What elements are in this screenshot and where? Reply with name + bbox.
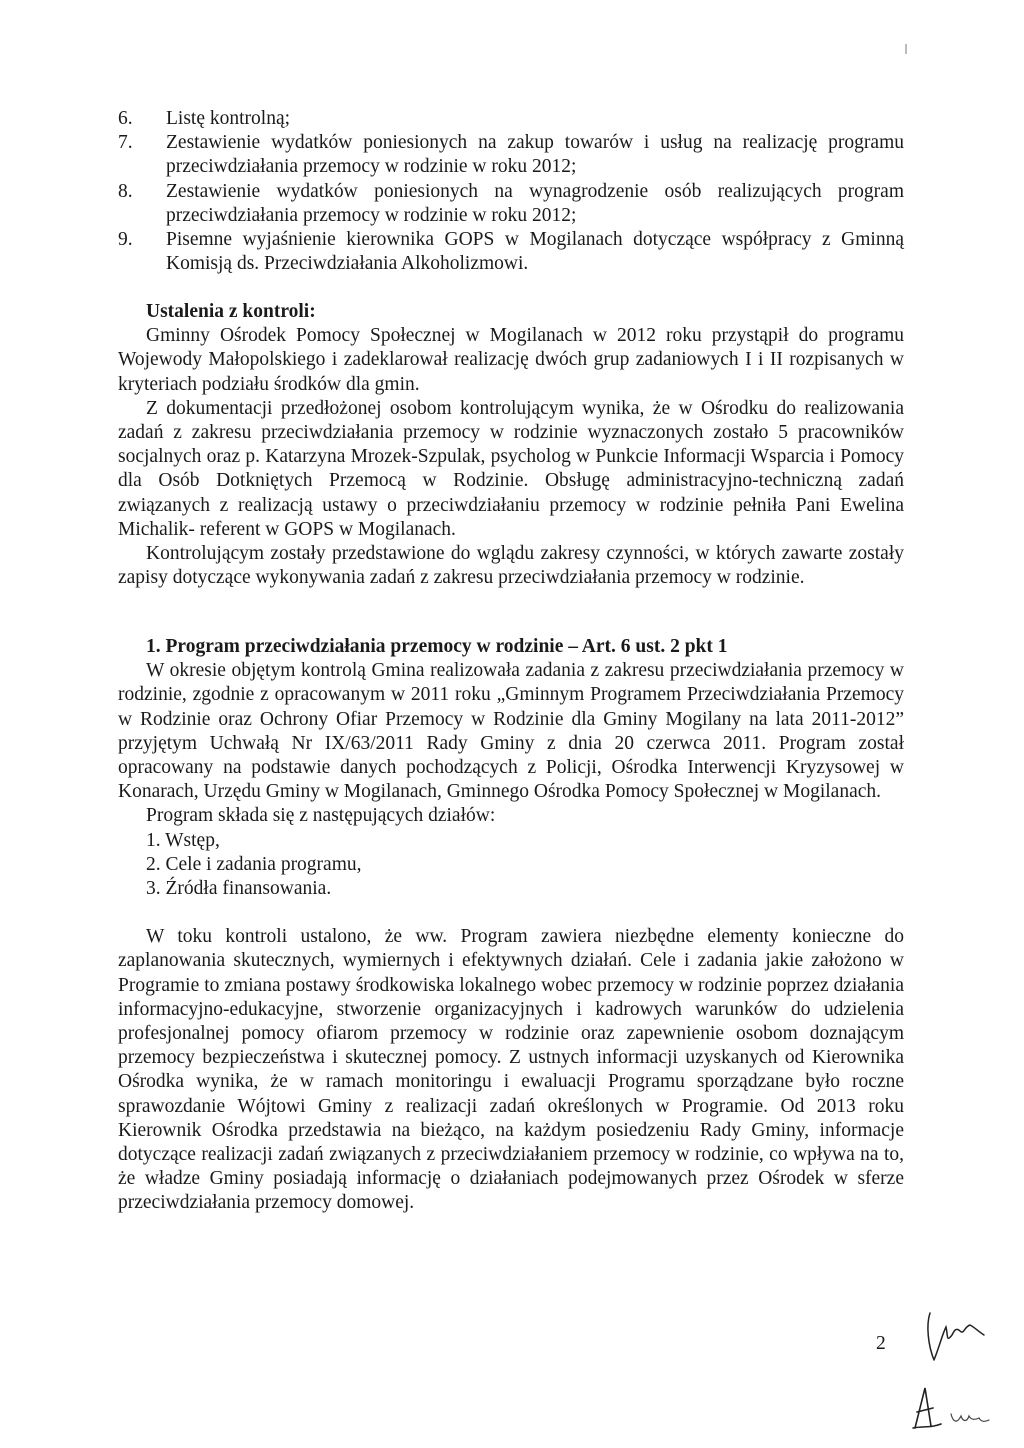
list-item (118, 180, 904, 228)
list-item-number: 6. (118, 108, 133, 129)
section-paragraph: W toku kontroli ustalono, że ww. Program zawiera niezbędne elementy konieczne do zaplanowania skutecznych, wymiernych i efektywnych działań. Cele i zadania jakie założono w Programie to zmiana postawy środkowiska lokalnego wobec przemocy w rodzinie poprzez działania informacyjno-edukacyjne, stworzenie organizacyjnych i kadrowych warunków do udzielenia profesjonalnej pomocy ofiarom przemocy w rodzinie oraz zapewnienie osobom doznającym przemocy bezpieczeństwa i skutecznej pomocy. Z ustnych informacji uzyskanych od Kierownika Ośrodka wynika, że w ramach monitoringu i ewaluacji Programu sporządzane było roczne sprawozdanie Wójtowi Gminy z realizacji zadań określonych w Programie. Od 2013 roku Kierownik Ośrodka przedstawia na bieżąco, na każdym posiedzeniu Rady Gminy, informacje dotyczące realizacji zadań związanych z przeciwdziałaniem przemocy w rodzinie, co wpływa na to, że władze Gminy posiadają informację o działaniach podejmowanych przez Ośrodek w sferze przeciwdziałania przemocy domowej. (118, 926, 904, 1214)
list-item-number: 9. (118, 229, 133, 251)
program-part-item: 3. Źródła finansowania. (146, 878, 332, 900)
attachments-list (118, 107, 904, 276)
program-part-item: 2. Cele i zadania programu, (146, 853, 362, 875)
section-program (118, 635, 904, 1216)
list-item-text: Listę kontrolną; (166, 108, 291, 129)
handwritten-initials (895, 1378, 1005, 1438)
list-item-text: Zestawienie wydatków poniesionych na wynagrodzenie osób realizujących program przeciwdziałania przemocy w rodzinie w roku 2012; (166, 180, 904, 226)
handwritten-signature (920, 1305, 990, 1375)
list-item (118, 107, 904, 131)
list-item (118, 131, 904, 179)
findings-paragraph: Kontrolującym zostały przedstawione do wglądu zakresy czynności, w których zawarte zostały zapisy dotyczące wykonywania zadań z zakresu przeciwdziałania przemocy w rodzinie. (118, 543, 904, 589)
findings-heading: Ustalenia z kontroli: (146, 301, 316, 322)
list-item-text: Pisemne wyjaśnienie kierownika GOPS w Mogilanach dotyczące współpracy z Gminną Komisją ds. Przeciwdziałania Alkoholizmowi. (166, 229, 904, 275)
findings-section (118, 300, 904, 590)
findings-paragraph: Gminny Ośrodek Pomocy Społecznej w Mogilanach w 2012 roku przystąpił do programu Wojewody Małopolskiego i zadeklarował realizację dwóch grup zadaniowych I i II rozpisanych w kryteriach podziału środków dla gmin. (118, 325, 904, 395)
section-heading: 1. Program przeciwdziałania przemocy w rodzinie – Art. 6 ust. 2 pkt 1 (146, 636, 728, 657)
section-paragraph: W okresie objętym kontrolą Gmina realizowała zadania z zakresu przeciwdziałania przemocy w rodzinie, zgodnie z opracowanym w 2011 roku „Gminnym Programem Przeciwdziałania Przemocy w Rodzinie oraz Ochrony Ofiar Przemocy w Rodzinie dla Gminy Mogilany na lata 2011-2012” przyjętym Uchwałą Nr IX/63/2011 Rady Gminy z dnia 20 czerwca 2011. Program został opracowany na podstawie danych pochodzących z Policji, Ośrodka Interwencji Kryzysowej w Konarach, Urzędu Gminy w Mogilanach, Gminnego Ośrodka Pomocy Społecznej w Mogilanach. (118, 660, 904, 803)
list-item-number: 7. (118, 132, 133, 154)
list-item (118, 228, 904, 276)
section-paragraph: Program składa się z następujących działów: (146, 805, 496, 827)
program-part-item: 1. Wstęp, (146, 829, 220, 851)
list-item-number: 8. (118, 180, 133, 202)
list-item-text: Zestawienie wydatków poniesionych na zakup towarów i usług na realizację programu przeciwdziałania przemocy w rodzinie w roku 2012; (166, 132, 904, 178)
page-number: 2 (876, 1333, 886, 1354)
findings-paragraph: Z dokumentacji przedłożonej osobom kontrolującym wynika, że w Ośrodku do realizowania zadań z zakresu przeciwdziałania przemocy w rodzinie wyznaczonych zostało 5 pracowników socjalnych oraz p. Katarzyna Mrozek-Szpulak, psycholog w Punkcie Informacji Wsparcia i Pomocy dla Osób Dotkniętych Przemocą w Rodzinie. Obsługę administracyjno-techniczną zadań związanych z realizacją ustawy o przeciwdziałaniu przemocy w rodzinie pełniła Pani Ewelina Michalik- referent w GOPS w Mogilanach. (118, 397, 904, 540)
scan-mark (905, 44, 907, 54)
